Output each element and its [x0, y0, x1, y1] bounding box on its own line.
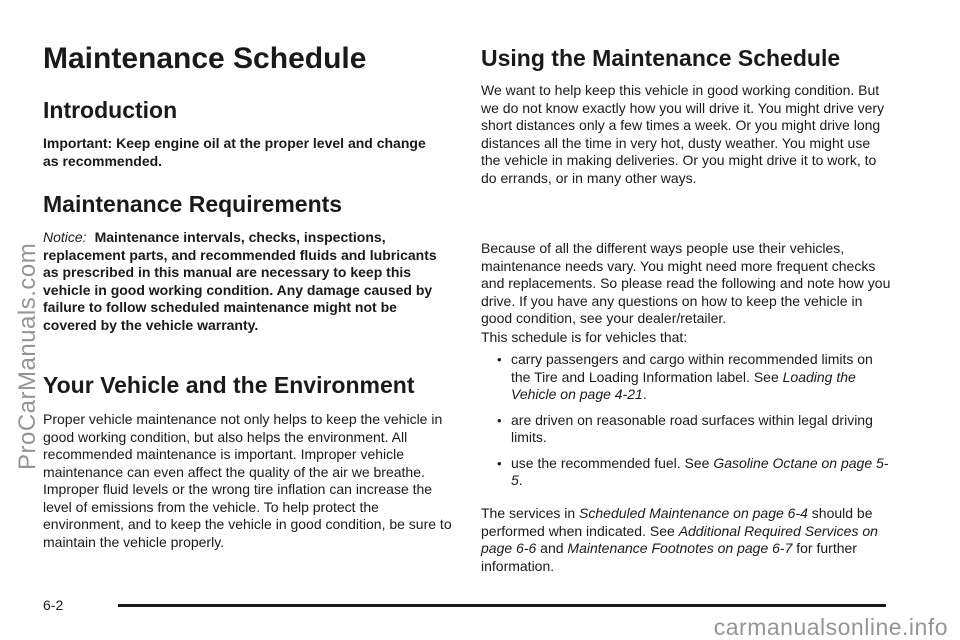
loading-vehicle-link[interactable]: Loading the Vehicle on page 4-21	[511, 368, 856, 402]
list-item: • use the recommended fuel. See Gasoline Octane on page 5-5.	[481, 455, 893, 490]
notice-text: Maintenance intervals, checks, inspections, replacement parts, and recommended fluids and lubricants as prescribed in this manual are necessary to keep this vehicle in good working condition. Any damage caused by failure to follow scheduled maintenance might not be covered by the vehicle warranty.	[43, 229, 437, 333]
notice-label: Notice:	[43, 229, 87, 245]
notice-paragraph	[43, 229, 453, 334]
bottom-watermark: carmanualsonline.info	[713, 614, 948, 640]
services-paragraph: The services in Scheduled Maintenance on page 6-4 should be performed when indicated. See Additional Required Services on page 6-6 and Maintenance Footnotes on page 6-7 for further information.	[481, 505, 878, 574]
additional-services-link[interactable]: Additional Required Services on page 6-6	[481, 522, 878, 556]
using-paragraph-3: This schedule is for vehicles that:	[481, 329, 688, 345]
gasoline-octane-link[interactable]: Gasoline Octane on page 5-5	[511, 454, 889, 488]
important-note: Important: Keep engine oil at the proper level and change as recommended.	[43, 135, 426, 169]
list-item: • carry passengers and cargo within recommended limits on the Tire and Loading Information label. See Loading the Vehicle on page 4-21.	[481, 351, 893, 404]
side-watermark: ProCarManuals.com	[14, 242, 41, 470]
using-paragraph-2: Because of all the different ways people use their vehicles, maintenance needs vary. You might need more frequent checks and replacements. So please read the following and note how you drive. If you have any questions on how to keep the vehicle in good condition, see your dealer/retailer.	[481, 240, 891, 326]
page-title: Maintenance Schedule	[43, 42, 367, 75]
environment-paragraph: Proper vehicle maintenance not only helps to keep the vehicle in good working condition, but also helps the environment. All recommended maintenance is important. Improper vehicle maintenance can even affect the quality of the air we breathe. Improper fluid levels or the wrong tire inflation can increase the level of emissions from the vehicle. To help protect the environment, and to keep the vehicle in good condition, be sure to maintain the vehicle properly.	[43, 411, 452, 550]
scheduled-maintenance-link[interactable]: Scheduled Maintenance on page 6-4	[579, 505, 808, 521]
requirements-heading: Maintenance Requirements	[43, 191, 343, 217]
page-number: 6-2	[43, 597, 64, 613]
footer-rule	[118, 604, 886, 607]
maintenance-footnotes-link[interactable]: Maintenance Footnotes on page 6-7	[567, 540, 793, 556]
using-schedule-heading: Using the Maintenance Schedule	[481, 45, 841, 71]
introduction-heading: Introduction	[43, 97, 178, 123]
vehicle-conditions-list	[481, 351, 893, 498]
using-paragraph-1: We want to help keep this vehicle in good working condition. But we do not know exactly how you will drive it. You might drive very short distances only a few times a week. Or you might drive long distances all the time in very hot, dusty weather. You might use the vehicle in making deliveries. Or you might drive it to work, to do errands, or in many other ways.	[481, 82, 885, 186]
list-item: • are driven on reasonable road surfaces within legal driving limits.	[481, 412, 893, 447]
environment-heading: Your Vehicle and the Environment	[43, 372, 415, 398]
